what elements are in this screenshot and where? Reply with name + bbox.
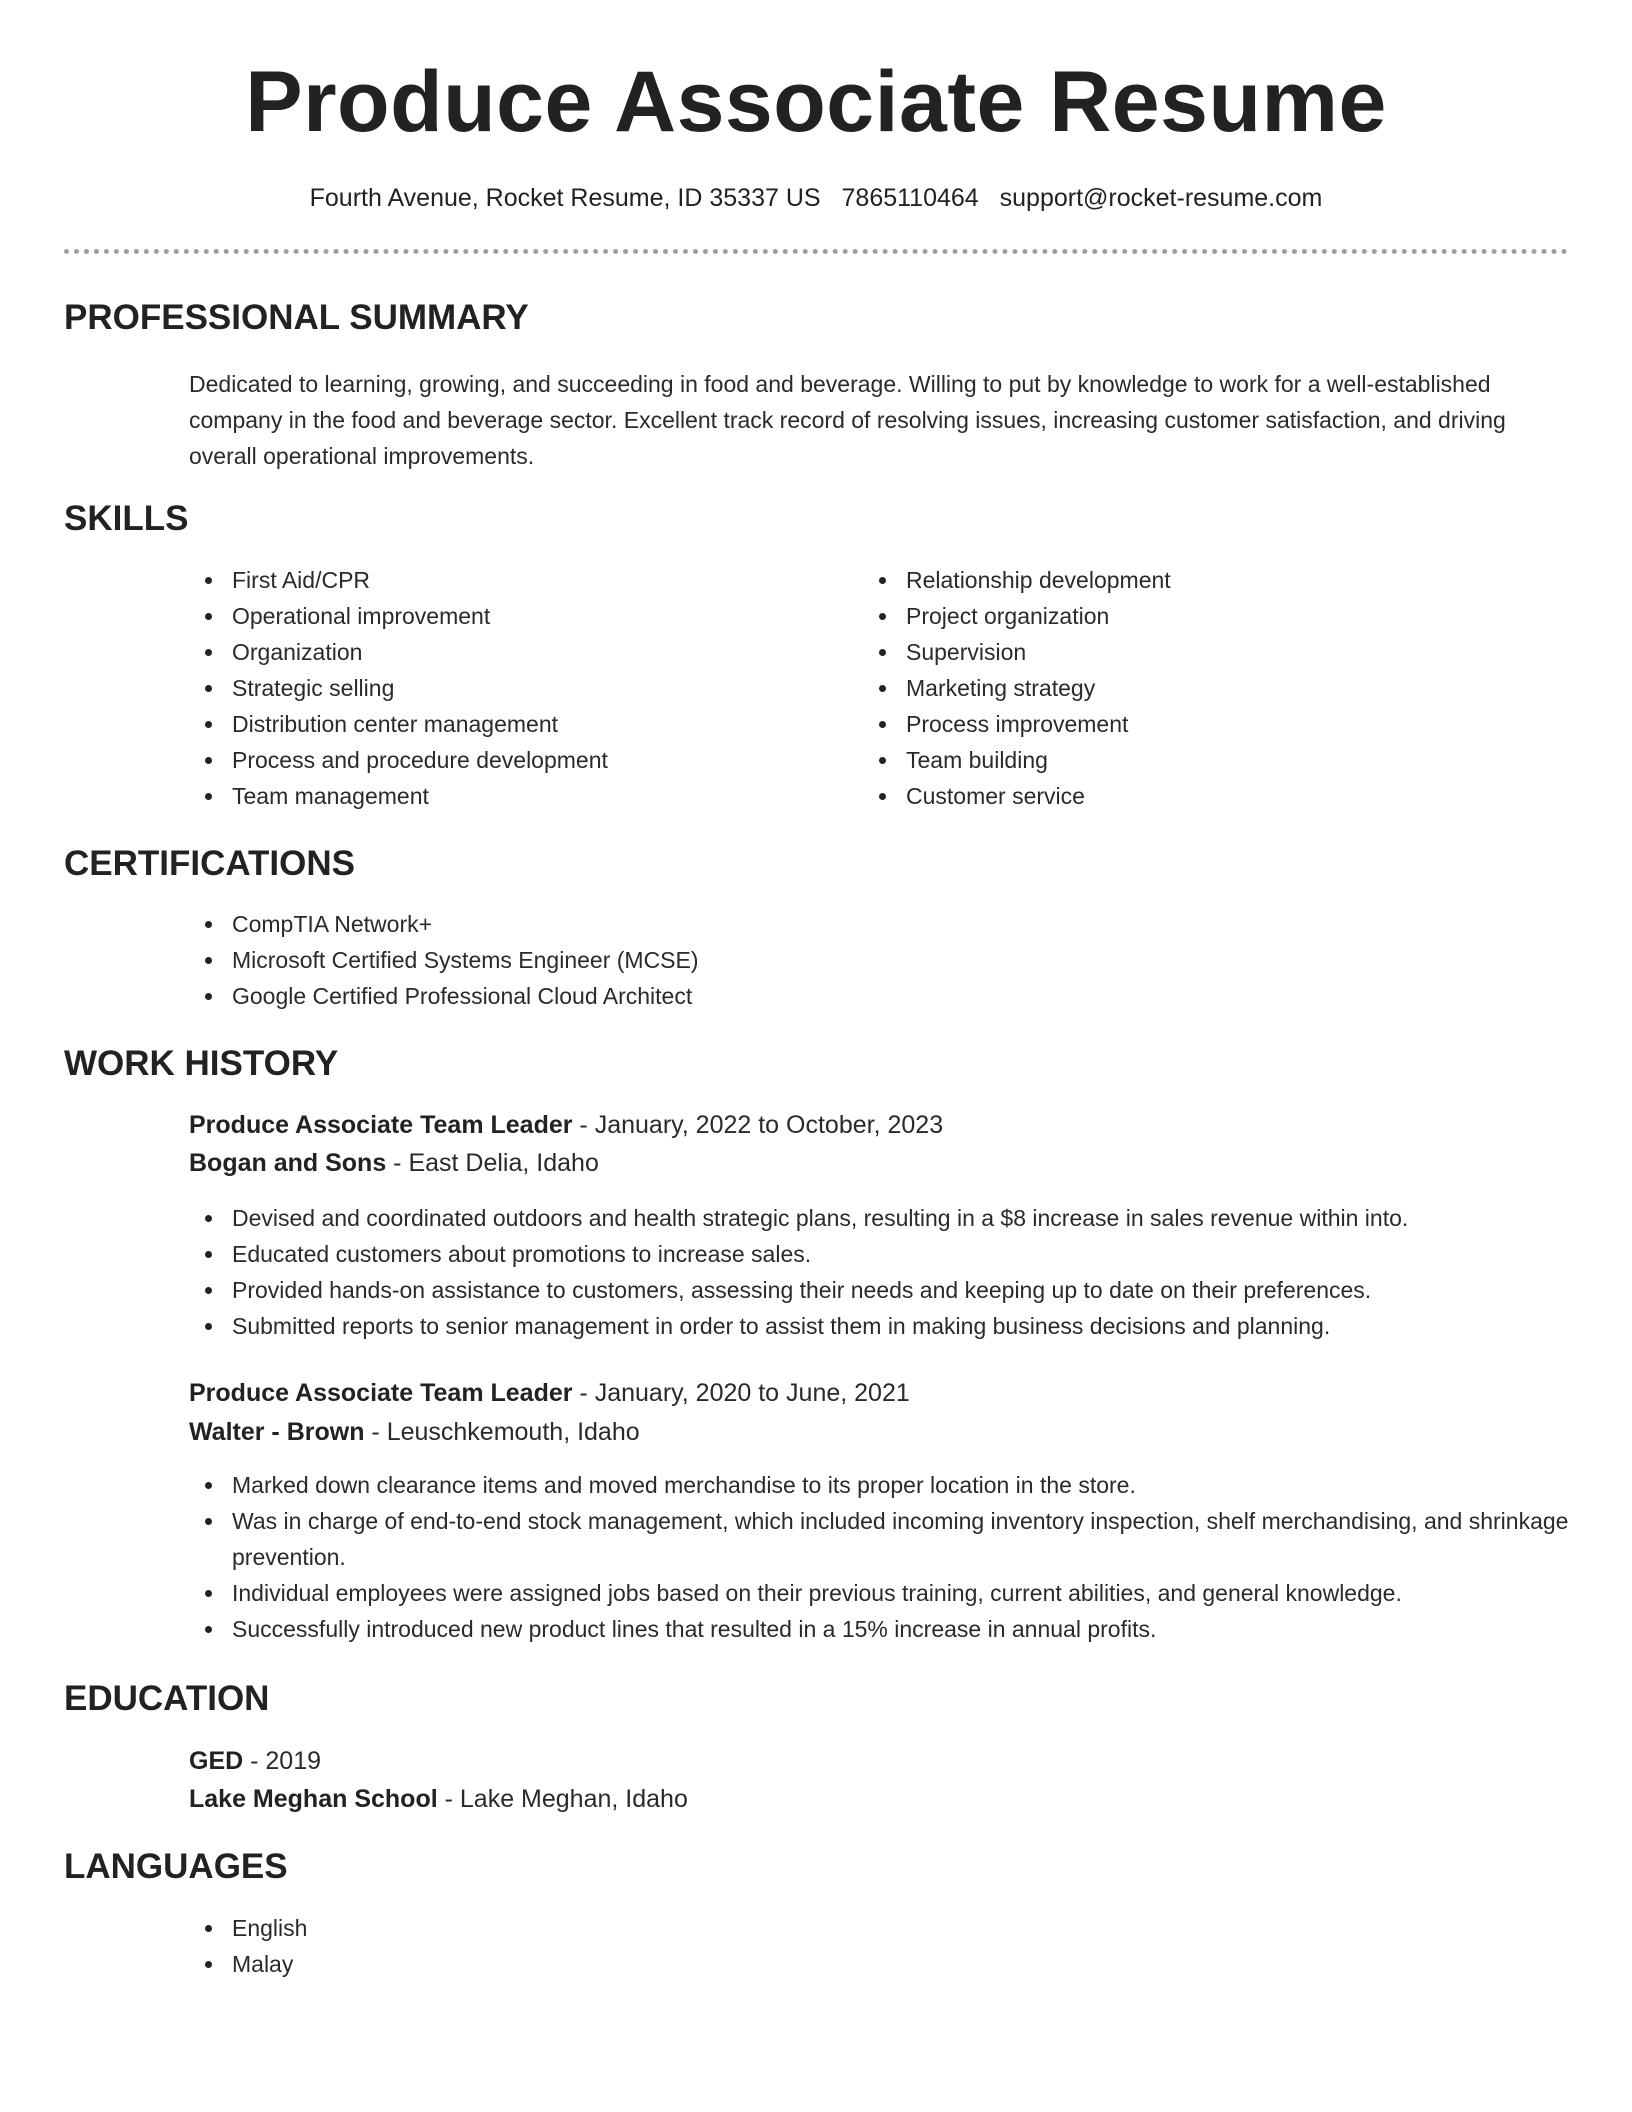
header-divider: [64, 249, 1568, 254]
education-school: Lake Meghan School: [189, 1785, 438, 1813]
job-bullet: Marked down clearance items and moved merchandise to its proper location in the store.: [189, 1467, 1569, 1503]
education-degree-line: GED - 2019: [189, 1747, 322, 1775]
job-bullet: Successfully introduced new product lines that resulted in a 15% increase in annual profits.: [189, 1611, 1569, 1647]
job-2-title-line: Produce Associate Team Leader - January, 2020 to June, 2021: [189, 1379, 910, 1407]
summary-text: Dedicated to learning, growing, and succeeding in food and beverage. Willing to put by knowledge to work for a well-established company in the food and beverage sector. Excellent track record of resolving issues, increasing customer satisfaction, and driving overall operational improvements.: [189, 371, 1506, 469]
skill-item: Organization: [189, 634, 608, 670]
skill-item: Supervision: [863, 634, 1171, 670]
job-dates: January, 2020 to June, 2021: [594, 1379, 910, 1407]
languages-heading: LANGUAGES: [64, 1847, 288, 1886]
skill-item: First Aid/CPR: [189, 562, 608, 598]
education-location: Lake Meghan, Idaho: [459, 1785, 688, 1813]
job-1-bullets: [189, 1200, 1408, 1344]
job-bullet: Was in charge of end-to-end stock management, which included incoming inventory inspection, shelf merchandising, and shrinkage prevention.: [189, 1503, 1569, 1575]
certification-item: Microsoft Certified Systems Engineer (MCSE): [189, 942, 699, 978]
job-2-company-line: Walter - Brown - Leuschkemouth, Idaho: [189, 1418, 640, 1446]
job-title: Produce Associate Team Leader: [189, 1111, 573, 1139]
skill-item: Team management: [189, 778, 608, 814]
language-item: English: [189, 1910, 307, 1946]
languages-list: [189, 1910, 307, 1982]
skills-list-left: [189, 562, 608, 814]
job-bullet: Educated customers about promotions to increase sales.: [189, 1236, 1408, 1272]
job-bullet: Submitted reports to senior management in order to assist them in making business decisions and planning.: [189, 1308, 1408, 1344]
skill-item: Process improvement: [863, 706, 1171, 742]
education-degree: GED: [189, 1747, 244, 1775]
skill-item: Marketing strategy: [863, 670, 1171, 706]
education-year: 2019: [265, 1747, 322, 1775]
job-dates: January, 2022 to October, 2023: [594, 1111, 944, 1139]
certification-item: Google Certified Professional Cloud Architect: [189, 978, 699, 1014]
contact-info: [0, 180, 1632, 216]
language-item: Malay: [189, 1946, 307, 1982]
certifications-heading: CERTIFICATIONS: [64, 844, 356, 883]
job-location: East Delia, Idaho: [408, 1149, 599, 1177]
work-history-heading: WORK HISTORY: [64, 1044, 339, 1083]
skill-item: Relationship development: [863, 562, 1171, 598]
skills-list-right: [863, 562, 1171, 814]
job-location: Leuschkemouth, Idaho: [386, 1418, 640, 1446]
job-bullet: Provided hands-on assistance to customers, assessing their needs and keeping up to date on their preferences.: [189, 1272, 1408, 1308]
certification-item: CompTIA Network+: [189, 906, 699, 942]
skill-item: Operational improvement: [189, 598, 608, 634]
job-bullet: Individual employees were assigned jobs based on their previous training, current abilities, and general knowledge.: [189, 1575, 1569, 1611]
contact-email: support@rocket-resume.com: [999, 184, 1323, 212]
job-company: Walter - Brown: [189, 1418, 365, 1446]
skill-item: Strategic selling: [189, 670, 608, 706]
skill-item: Distribution center management: [189, 706, 608, 742]
education-school-line: Lake Meghan School - Lake Meghan, Idaho: [189, 1785, 688, 1813]
job-bullet: Devised and coordinated outdoors and health strategic plans, resulting in a $8 increase in sales revenue within into.: [189, 1200, 1408, 1236]
skill-item: Project organization: [863, 598, 1171, 634]
job-1-company-line: Bogan and Sons - East Delia, Idaho: [189, 1149, 599, 1177]
page-title: Produce Associate Resume: [245, 54, 1387, 150]
job-1-title-line: Produce Associate Team Leader - January, 2022 to October, 2023: [189, 1111, 944, 1139]
skill-item: Process and procedure development: [189, 742, 608, 778]
skill-item: Team building: [863, 742, 1171, 778]
contact-phone: 7865110464: [841, 184, 979, 212]
contact-address: Fourth Avenue, Rocket Resume, ID 35337 US: [309, 184, 821, 212]
skill-item: Customer service: [863, 778, 1171, 814]
certifications-list: [189, 906, 699, 1014]
summary-heading: PROFESSIONAL SUMMARY: [64, 298, 529, 337]
job-2-bullets: [189, 1467, 1569, 1647]
job-title: Produce Associate Team Leader: [189, 1379, 573, 1407]
skills-heading: SKILLS: [64, 499, 189, 538]
education-heading: EDUCATION: [64, 1679, 270, 1718]
job-company: Bogan and Sons: [189, 1149, 387, 1177]
